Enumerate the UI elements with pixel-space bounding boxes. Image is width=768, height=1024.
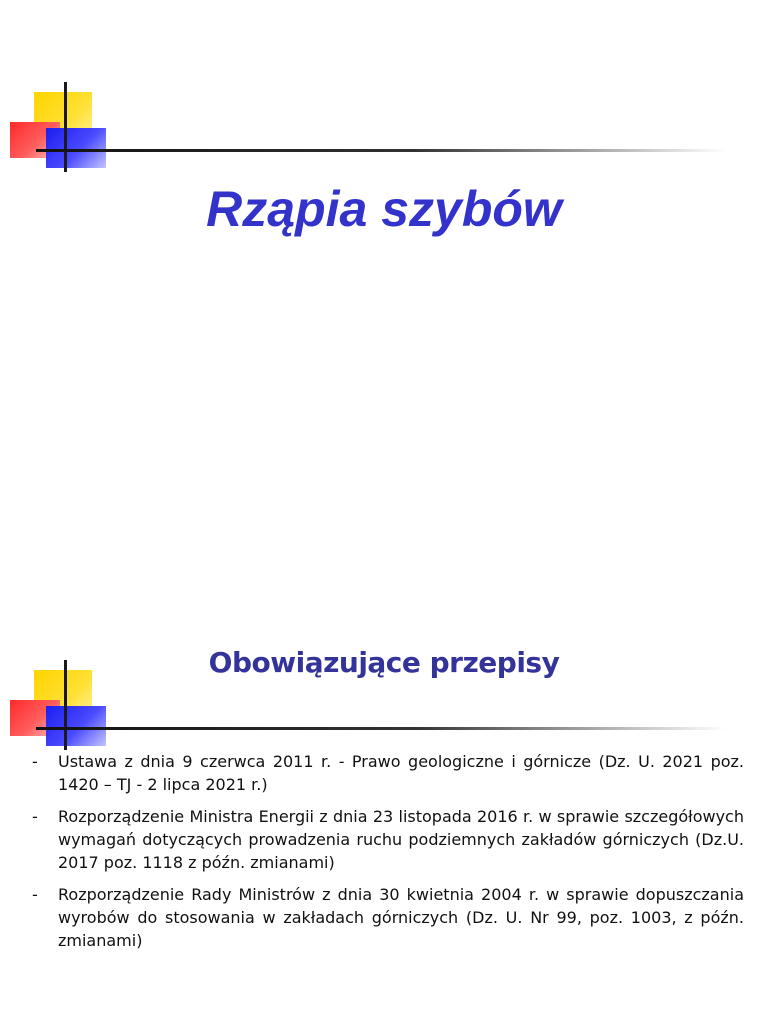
slide-title-text: Rząpia szybów bbox=[206, 181, 562, 237]
blue-square-decoration bbox=[46, 128, 106, 168]
regulation-text: Rozporządzenie Ministra Energii z dnia 23 listopada 2016 r. w sprawie szczegółowych wymagań dotyczących prowadzenia ruchu podziemnych zakładów górniczych (Dz.U. 2017 poz. 1118 z późn. zmianami) bbox=[58, 807, 744, 872]
list-item bbox=[28, 805, 744, 874]
blue-square-decoration bbox=[46, 706, 106, 746]
vertical-rule bbox=[64, 82, 67, 172]
regulation-text: Rozporządzenie Rady Ministrów z dnia 30 kwietnia 2004 r. w sprawie dopuszczania wyrobów do stosowania w zakładach górniczych (Dz. U. Nr 99, poz. 1003, z późn. zmianami) bbox=[58, 885, 744, 950]
slide-heading: Obowiązujące przepisy bbox=[208, 646, 560, 679]
horizontal-rule bbox=[36, 727, 726, 730]
regulation-text: Ustawa z dnia 9 czerwca 2011 r. - Prawo geologiczne i górnicze (Dz. U. 2021 poz. 1420 – TJ - 2 lipca 2021 r.) bbox=[58, 752, 744, 794]
list-item bbox=[28, 883, 744, 952]
bullet-dash: - bbox=[32, 807, 38, 826]
corner-decoration bbox=[0, 80, 720, 180]
regulations-list bbox=[28, 750, 744, 961]
slide-regulations bbox=[0, 600, 768, 1024]
list-item bbox=[28, 750, 744, 796]
horizontal-rule bbox=[36, 149, 726, 152]
corner-decoration bbox=[0, 658, 720, 758]
bullet-dash: - bbox=[32, 885, 38, 904]
bullet-dash: - bbox=[32, 752, 38, 771]
vertical-rule bbox=[64, 660, 67, 750]
